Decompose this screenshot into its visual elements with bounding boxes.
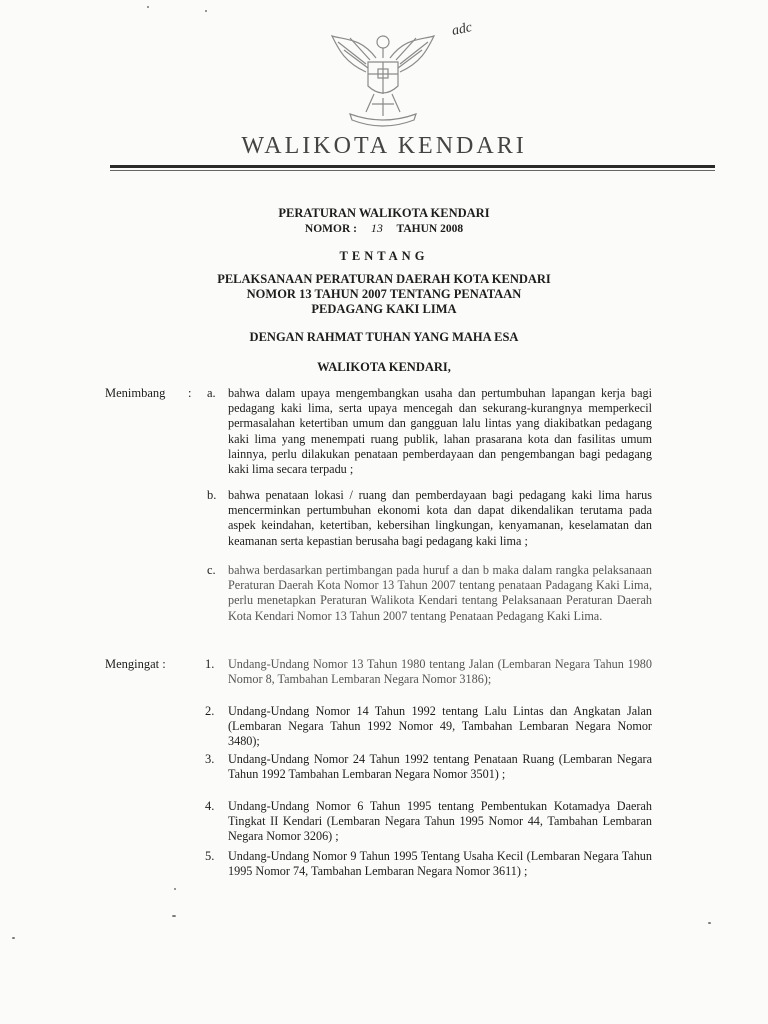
letterhead-rule bbox=[110, 165, 715, 168]
letterhead-title: WALIKOTA KENDARI bbox=[241, 133, 527, 159]
subject-line: PELAKSANAAN PERATURAN DAERAH KOTA KENDARI bbox=[217, 272, 551, 286]
item-marker: b. bbox=[207, 488, 217, 502]
number-label: NOMOR : bbox=[304, 223, 357, 235]
handwritten-note: adc bbox=[450, 20, 474, 39]
item-marker: 2. bbox=[205, 704, 215, 718]
menimbang-colon: : bbox=[188, 386, 192, 400]
letterhead-rule-thin bbox=[110, 170, 715, 171]
authority: WALIKOTA KENDARI, bbox=[317, 360, 451, 374]
menimbang-item-b: bahwa penataan lokasi / ruang dan pemberdayaan bagi pedagang kaki lima harus mencerminkan pertumbuhan ekonomi kota dan dapat dikendalikan terutama pada aspek keindahan, ketertiban, kebersihan lingkungan, kenyamanan, keselamatan dan keamanan serta kepastian berusaha bagi pedagang kaki lima ; bbox=[228, 488, 652, 548]
regulation-subject bbox=[0, 272, 768, 317]
item-marker: 4. bbox=[205, 799, 215, 813]
subject-line: NOMOR 13 TAHUN 2007 TENTANG PENATAAN bbox=[246, 287, 522, 301]
tentang-heading: TENTANG bbox=[339, 249, 429, 263]
item-marker: a. bbox=[207, 386, 216, 400]
scan-speck bbox=[708, 922, 711, 924]
mengingat-label: Mengingat : bbox=[105, 657, 166, 671]
menimbang-item-c: bahwa berdasarkan pertimbangan pada huruf a dan b maka dalam rangka pelaksanaan Peraturan Daerah Kota Nomor 13 Tahun 2007 tentang penataan Padagang Kaki Lima, perlu menetapkan Peraturan Walikota Kendari tentang Pelaksanaan Peraturan Daerah Kota Kendari Nomor 13 Tahun 2007 tentang Penataan Pedagang Kaki Lima. bbox=[228, 563, 652, 623]
regulation-number bbox=[0, 221, 768, 236]
scan-speck bbox=[174, 888, 176, 890]
scan-speck bbox=[12, 937, 15, 939]
regulation-title: PERATURAN WALIKOTA KENDARI bbox=[278, 206, 490, 220]
menimbang-item-a: bahwa dalam upaya mengembangkan usaha dan pertumbuhan lapangan kerja bagi pedagang kaki lima, serta upaya mencegah dan sekurang-kurangnya memperkecil permasalahan ketertiban umum dan gangguan lalu lintas yang diakibatkan pedagang kaki lima yang menempati ruang publik, lahan prasarana kota dan fasilitas umum lainnya, perlu dilakukan penataan pemberdayaan dan pengembangan bagi pedagang kaki lima secara terpadu ; bbox=[228, 386, 652, 477]
scan-speck bbox=[147, 6, 149, 8]
scan-speck bbox=[172, 915, 176, 917]
mengingat-item-3: Undang-Undang Nomor 24 Tahun 1992 tentang Penataan Ruang (Lembaran Negara Tahun 1992 Tambahan Lembaran Negara Nomor 3501) ; bbox=[228, 752, 652, 782]
scan-speck bbox=[205, 10, 207, 12]
item-marker: 1. bbox=[205, 657, 215, 671]
invocation: DENGAN RAHMAT TUHAN YANG MAHA ESA bbox=[249, 330, 519, 344]
mengingat-item-2: Undang-Undang Nomor 14 Tahun 1992 tentang Lalu Lintas dan Angkatan Jalan (Lembaran Negara Tahun 1992 Nomor 49, Tambahan Lembaran Negara Nomor 3480); bbox=[228, 704, 652, 749]
item-marker: 3. bbox=[205, 752, 215, 766]
number-value: 13 bbox=[370, 221, 383, 235]
garuda-emblem-icon bbox=[326, 28, 440, 128]
regulation-year: TAHUN 2008 bbox=[396, 223, 464, 235]
mengingat-item-1: Undang-Undang Nomor 13 Tahun 1980 tentang Jalan (Lembaran Negara Tahun 1980 Nomor 8, Tambahan Lembaran Negara Nomor 3186); bbox=[228, 657, 652, 687]
item-marker: c. bbox=[207, 563, 216, 577]
mengingat-item-5: Undang-Undang Nomor 9 Tahun 1995 Tentang Usaha Kecil (Lembaran Negara Tahun 1995 Nomor 74, Tambahan Lembaran Negara Nomor 3611) ; bbox=[228, 849, 652, 879]
subject-line: PEDAGANG KAKI LIMA bbox=[311, 302, 457, 316]
item-marker: 5. bbox=[205, 849, 215, 863]
mengingat-item-4: Undang-Undang Nomor 6 Tahun 1995 tentang Pembentukan Kotamadya Daerah Tingkat II Kendari (Lembaran Negara Tahun 1995 Nomor 44, Tambahan Lembaran Negara Nomor 3206) ; bbox=[228, 799, 652, 844]
menimbang-label: Menimbang bbox=[105, 386, 166, 400]
